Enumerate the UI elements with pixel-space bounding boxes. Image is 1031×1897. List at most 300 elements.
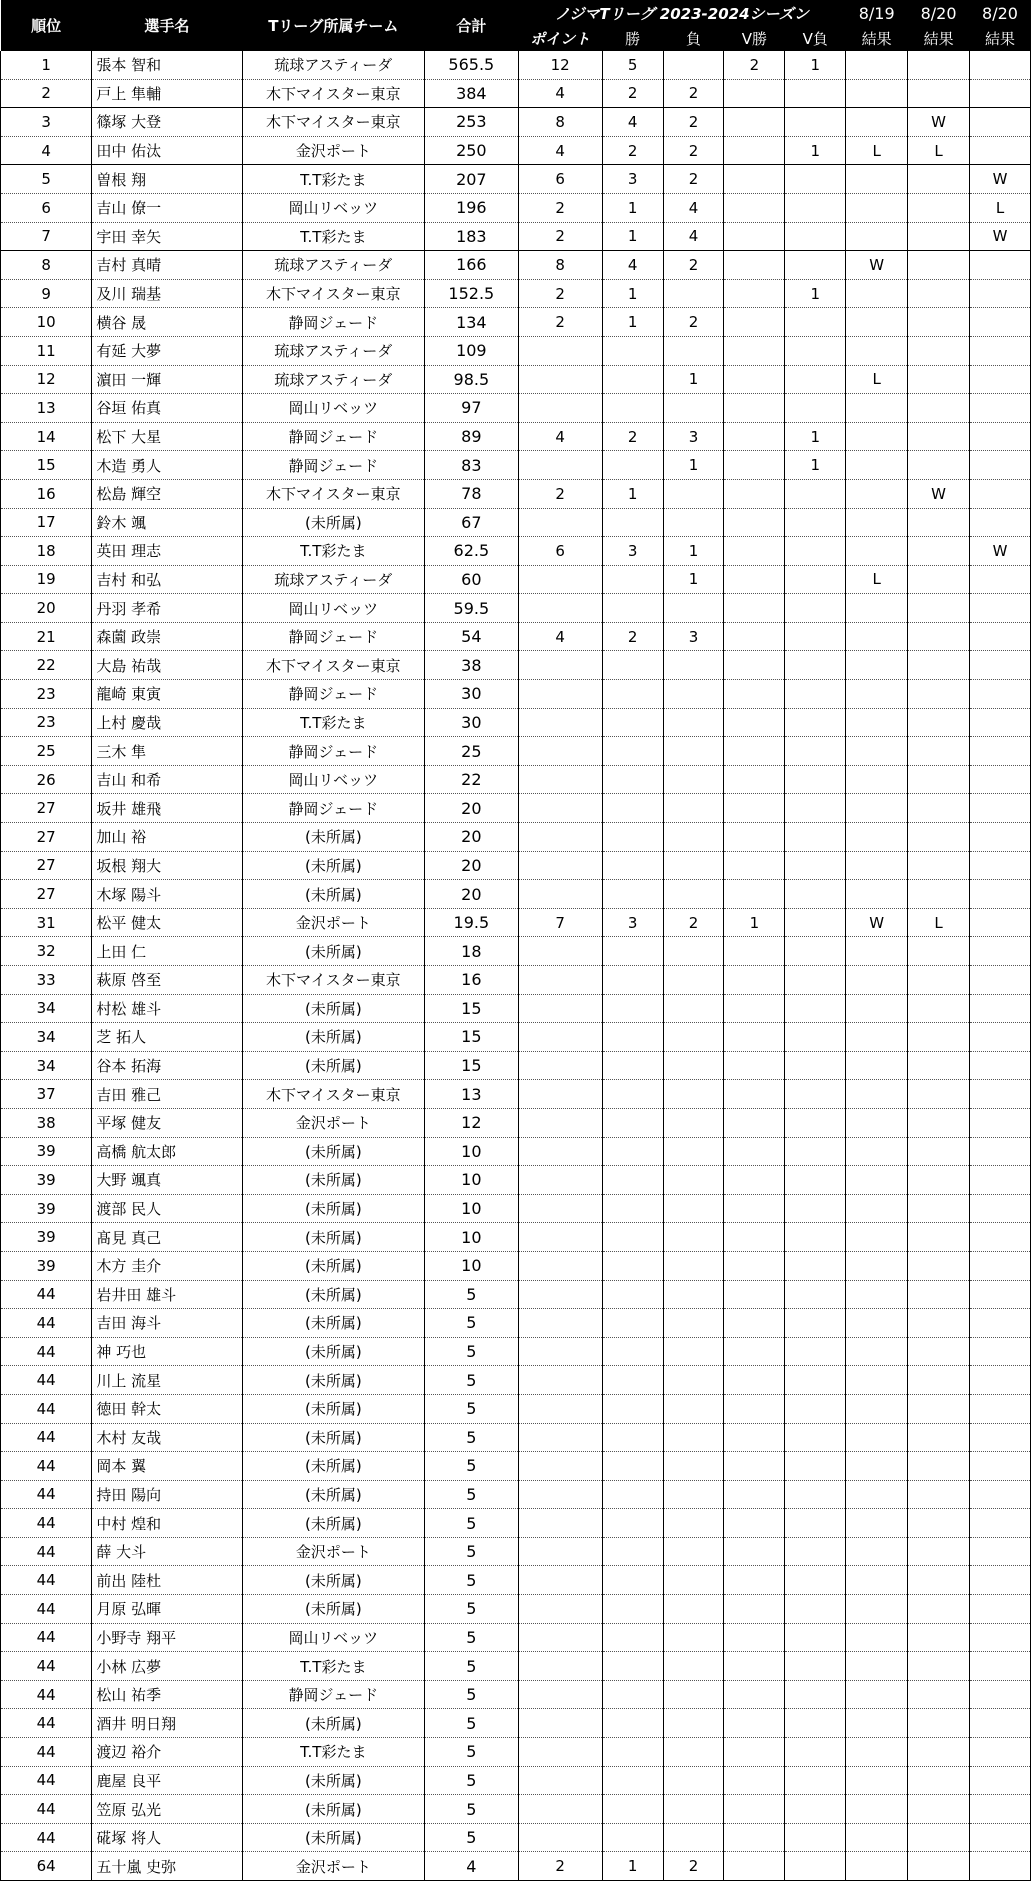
result-3-cell: [970, 1680, 1031, 1709]
v-wins-cell: [724, 851, 785, 880]
table-row: [1, 1051, 1031, 1080]
v-losses-cell: [785, 908, 846, 937]
table-row: [1, 365, 1031, 394]
table-row: [1, 1223, 1031, 1252]
team-cell: 金沢ポート: [242, 1108, 425, 1137]
result-2-cell: [908, 508, 970, 537]
result-3-cell: [970, 1738, 1031, 1767]
losses-cell: [663, 279, 724, 308]
table-row: [1, 1766, 1031, 1795]
player-name-cell: 硴塚 将人: [92, 1823, 242, 1852]
points-cell: 8: [518, 108, 602, 137]
table-row: [1, 1623, 1031, 1652]
table-row: [1, 165, 1031, 194]
result-3-cell: [970, 1137, 1031, 1166]
v-wins-cell: [724, 279, 785, 308]
table-row: [1, 765, 1031, 794]
points-cell: 2: [518, 479, 602, 508]
total-cell: 384: [425, 79, 518, 108]
losses-cell: [663, 823, 724, 852]
losses-cell: 4: [663, 193, 724, 222]
wins-cell: [602, 1423, 663, 1452]
result-2-cell: [908, 651, 970, 680]
result-2-cell: [908, 308, 970, 337]
losses-cell: 4: [663, 222, 724, 251]
v-wins-cell: [724, 1137, 785, 1166]
total-cell: 183: [425, 222, 518, 251]
v-wins-cell: [724, 1852, 785, 1881]
total-cell: 67: [425, 508, 518, 537]
losses-cell: 2: [663, 251, 724, 280]
wins-cell: [602, 1394, 663, 1423]
result-2-cell: [908, 1595, 970, 1624]
total-cell: 5: [425, 1738, 518, 1767]
total-cell: 5: [425, 1366, 518, 1395]
v-wins-cell: [724, 451, 785, 480]
total-cell: 5: [425, 1623, 518, 1652]
result-3-cell: [970, 1051, 1031, 1080]
result-2-cell: L: [908, 908, 970, 937]
result-2-cell: [908, 222, 970, 251]
result-1-cell: [846, 622, 908, 651]
points-cell: [518, 794, 602, 823]
result-1-cell: L: [846, 565, 908, 594]
v-wins-cell: [724, 794, 785, 823]
rank-cell: 2: [1, 79, 92, 108]
wins-cell: [602, 1480, 663, 1509]
points-cell: [518, 1223, 602, 1252]
v-wins-cell: [724, 108, 785, 137]
points-cell: [518, 823, 602, 852]
losses-cell: [663, 336, 724, 365]
team-cell: (未所属): [242, 1595, 425, 1624]
result-3-cell: [970, 365, 1031, 394]
result-1-cell: [846, 1680, 908, 1709]
v-wins-cell: [724, 651, 785, 680]
result-2-cell: [908, 1823, 970, 1852]
total-cell: 5: [425, 1652, 518, 1681]
rank-cell: 44: [1, 1623, 92, 1652]
table-row: [1, 1566, 1031, 1595]
rank-cell: 39: [1, 1137, 92, 1166]
result-2-cell: [908, 1795, 970, 1824]
player-name-cell: 鈴木 颯: [92, 508, 242, 537]
team-cell: (未所属): [242, 1309, 425, 1338]
result-3-cell: [970, 1280, 1031, 1309]
points-cell: [518, 1423, 602, 1452]
rank-cell: 26: [1, 765, 92, 794]
total-cell: 10: [425, 1137, 518, 1166]
losses-cell: 3: [663, 422, 724, 451]
result-1-cell: [846, 394, 908, 423]
v-wins-cell: [724, 165, 785, 194]
table-row: [1, 279, 1031, 308]
team-cell: (未所属): [242, 1566, 425, 1595]
result-1-cell: [846, 165, 908, 194]
result-2-cell: [908, 365, 970, 394]
v-losses-cell: [785, 1795, 846, 1824]
player-name-cell: 丹羽 孝希: [92, 594, 242, 623]
rank-cell: 3: [1, 108, 92, 137]
points-cell: 6: [518, 165, 602, 194]
points-cell: [518, 1537, 602, 1566]
total-cell: 5: [425, 1423, 518, 1452]
wins-cell: [602, 1623, 663, 1652]
result-3-cell: [970, 1194, 1031, 1223]
losses-cell: [663, 1337, 724, 1366]
points-cell: [518, 1480, 602, 1509]
header-v-losses: V負: [785, 26, 846, 51]
v-wins-cell: [724, 251, 785, 280]
v-losses-cell: [785, 1709, 846, 1738]
rank-cell: 34: [1, 1051, 92, 1080]
player-name-cell: 萩原 啓至: [92, 966, 242, 995]
points-cell: [518, 1623, 602, 1652]
losses-cell: [663, 1738, 724, 1767]
header-losses: 負: [663, 26, 724, 51]
points-cell: [518, 937, 602, 966]
points-cell: [518, 594, 602, 623]
points-cell: [518, 1595, 602, 1624]
player-name-cell: 上村 慶哉: [92, 708, 242, 737]
v-losses-cell: [785, 994, 846, 1023]
total-cell: 18: [425, 937, 518, 966]
table-header: [1, 0, 1031, 51]
team-cell: T.T彩たま: [242, 165, 425, 194]
result-3-cell: [970, 451, 1031, 480]
points-cell: [518, 1394, 602, 1423]
team-cell: T.T彩たま: [242, 1738, 425, 1767]
player-name-cell: 徳田 幹太: [92, 1394, 242, 1423]
rank-cell: 44: [1, 1394, 92, 1423]
v-losses-cell: [785, 1280, 846, 1309]
rank-cell: 20: [1, 594, 92, 623]
player-name-cell: 前出 陸杜: [92, 1566, 242, 1595]
points-cell: [518, 765, 602, 794]
team-cell: 静岡ジェード: [242, 1680, 425, 1709]
result-2-cell: [908, 1280, 970, 1309]
v-losses-cell: [785, 336, 846, 365]
wins-cell: 2: [602, 136, 663, 165]
v-losses-cell: [785, 365, 846, 394]
rank-cell: 11: [1, 336, 92, 365]
result-2-cell: [908, 1137, 970, 1166]
team-cell: T.T彩たま: [242, 222, 425, 251]
rank-cell: 21: [1, 622, 92, 651]
wins-cell: [602, 651, 663, 680]
total-cell: 20: [425, 851, 518, 880]
result-3-cell: [970, 1852, 1031, 1881]
result-3-cell: [970, 1766, 1031, 1795]
wins-cell: 3: [602, 537, 663, 566]
v-wins-cell: [724, 1309, 785, 1338]
total-cell: 20: [425, 794, 518, 823]
result-1-cell: [846, 1452, 908, 1481]
player-name-cell: 持田 陽向: [92, 1480, 242, 1509]
result-3-cell: [970, 1108, 1031, 1137]
rank-cell: 44: [1, 1537, 92, 1566]
team-cell: 木下マイスター東京: [242, 279, 425, 308]
wins-cell: 1: [602, 479, 663, 508]
wins-cell: [602, 765, 663, 794]
table-row: [1, 1509, 1031, 1538]
player-name-cell: 芝 拓人: [92, 1023, 242, 1052]
losses-cell: [663, 1566, 724, 1595]
result-1-cell: [846, 193, 908, 222]
result-1-cell: [846, 1108, 908, 1137]
player-name-cell: 坂井 雄飛: [92, 794, 242, 823]
wins-cell: [602, 966, 663, 995]
total-cell: 59.5: [425, 594, 518, 623]
player-name-cell: 及川 瑞基: [92, 279, 242, 308]
player-name-cell: 松山 祐季: [92, 1680, 242, 1709]
table-row: [1, 1080, 1031, 1109]
result-1-cell: [846, 1537, 908, 1566]
v-losses-cell: [785, 1194, 846, 1223]
rank-cell: 44: [1, 1795, 92, 1824]
result-3-cell: [970, 708, 1031, 737]
team-cell: 静岡ジェード: [242, 622, 425, 651]
team-cell: T.T彩たま: [242, 1652, 425, 1681]
result-1-cell: L: [846, 136, 908, 165]
points-cell: 4: [518, 422, 602, 451]
result-2-cell: [908, 1423, 970, 1452]
header-date-1: 8/19: [846, 0, 908, 26]
result-2-cell: [908, 880, 970, 909]
result-1-cell: [846, 537, 908, 566]
total-cell: 5: [425, 1595, 518, 1624]
player-name-cell: 薛 大斗: [92, 1537, 242, 1566]
points-cell: [518, 1280, 602, 1309]
v-losses-cell: [785, 1223, 846, 1252]
team-cell: (未所属): [242, 1394, 425, 1423]
table-row: [1, 966, 1031, 995]
player-name-cell: 大島 祐哉: [92, 651, 242, 680]
v-losses-cell: [785, 394, 846, 423]
points-cell: [518, 1766, 602, 1795]
player-name-cell: 渡部 民人: [92, 1194, 242, 1223]
team-cell: (未所属): [242, 937, 425, 966]
result-2-cell: [908, 1480, 970, 1509]
player-name-cell: 岡本 翼: [92, 1452, 242, 1481]
result-1-cell: [846, 765, 908, 794]
wins-cell: [602, 1509, 663, 1538]
team-cell: 岡山リベッツ: [242, 394, 425, 423]
rank-cell: 44: [1, 1766, 92, 1795]
wins-cell: [602, 1566, 663, 1595]
player-name-cell: 加山 裕: [92, 823, 242, 852]
v-wins-cell: [724, 1423, 785, 1452]
rank-cell: 32: [1, 937, 92, 966]
result-2-cell: [908, 537, 970, 566]
v-losses-cell: [785, 308, 846, 337]
wins-cell: 2: [602, 422, 663, 451]
v-wins-cell: 1: [724, 908, 785, 937]
v-wins-cell: [724, 1680, 785, 1709]
points-cell: [518, 565, 602, 594]
player-name-cell: 酒井 明日翔: [92, 1709, 242, 1738]
total-cell: 5: [425, 1280, 518, 1309]
player-name-cell: 松平 健太: [92, 908, 242, 937]
result-2-cell: [908, 451, 970, 480]
team-cell: 岡山リベッツ: [242, 1623, 425, 1652]
table-row: [1, 1366, 1031, 1395]
result-3-cell: [970, 1394, 1031, 1423]
result-3-cell: [970, 1452, 1031, 1481]
team-cell: 木下マイスター東京: [242, 108, 425, 137]
result-3-cell: [970, 1080, 1031, 1109]
player-name-cell: 横谷 晟: [92, 308, 242, 337]
player-name-cell: 岩井田 雄斗: [92, 1280, 242, 1309]
v-wins-cell: [724, 1509, 785, 1538]
losses-cell: [663, 1194, 724, 1223]
result-1-cell: [846, 1080, 908, 1109]
result-3-cell: [970, 51, 1031, 79]
rank-cell: 44: [1, 1680, 92, 1709]
player-name-cell: 髙見 真己: [92, 1223, 242, 1252]
table-row: [1, 1280, 1031, 1309]
wins-cell: [602, 1080, 663, 1109]
team-cell: T.T彩たま: [242, 708, 425, 737]
v-wins-cell: [724, 966, 785, 995]
team-cell: (未所属): [242, 880, 425, 909]
v-losses-cell: [785, 1394, 846, 1423]
result-3-cell: [970, 994, 1031, 1023]
team-cell: (未所属): [242, 1137, 425, 1166]
result-1-cell: [846, 1280, 908, 1309]
table-row: [1, 1137, 1031, 1166]
v-wins-cell: [724, 1366, 785, 1395]
result-3-cell: [970, 737, 1031, 766]
losses-cell: [663, 1480, 724, 1509]
wins-cell: [602, 336, 663, 365]
result-1-cell: [846, 51, 908, 79]
table-row: [1, 880, 1031, 909]
total-cell: 5: [425, 1480, 518, 1509]
player-name-cell: 吉山 和希: [92, 765, 242, 794]
total-cell: 10: [425, 1223, 518, 1252]
points-cell: [518, 1738, 602, 1767]
table-row: [1, 336, 1031, 365]
v-losses-cell: [785, 79, 846, 108]
result-2-cell: [908, 1223, 970, 1252]
table-row: [1, 1795, 1031, 1824]
rank-cell: 10: [1, 308, 92, 337]
result-2-cell: [908, 1251, 970, 1280]
rank-cell: 16: [1, 479, 92, 508]
v-wins-cell: [724, 565, 785, 594]
rank-cell: 44: [1, 1366, 92, 1395]
result-2-cell: [908, 1709, 970, 1738]
result-3-cell: [970, 394, 1031, 423]
table-row: [1, 193, 1031, 222]
player-name-cell: 木塚 陽斗: [92, 880, 242, 909]
v-wins-cell: [724, 422, 785, 451]
team-cell: 琉球アスティーダ: [242, 365, 425, 394]
v-wins-cell: [724, 1766, 785, 1795]
wins-cell: [602, 680, 663, 709]
points-cell: [518, 1080, 602, 1109]
rank-cell: 17: [1, 508, 92, 537]
points-cell: 4: [518, 136, 602, 165]
wins-cell: 4: [602, 108, 663, 137]
player-name-cell: 吉村 真晴: [92, 251, 242, 280]
wins-cell: [602, 1194, 663, 1223]
result-1-cell: [846, 1852, 908, 1881]
table-row: [1, 1452, 1031, 1481]
total-cell: 196: [425, 193, 518, 222]
losses-cell: [663, 1766, 724, 1795]
result-3-cell: [970, 594, 1031, 623]
total-cell: 250: [425, 136, 518, 165]
result-3-cell: [970, 136, 1031, 165]
rank-cell: 27: [1, 823, 92, 852]
rank-cell: 25: [1, 737, 92, 766]
points-cell: [518, 1337, 602, 1366]
result-1-cell: [846, 680, 908, 709]
table-row: [1, 508, 1031, 537]
points-cell: 7: [518, 908, 602, 937]
result-2-cell: [908, 422, 970, 451]
player-name-cell: 宇田 幸矢: [92, 222, 242, 251]
result-1-cell: [846, 1509, 908, 1538]
result-3-cell: W: [970, 537, 1031, 566]
team-cell: (未所属): [242, 851, 425, 880]
result-3-cell: [970, 622, 1031, 651]
wins-cell: [602, 1795, 663, 1824]
table-row: [1, 1680, 1031, 1709]
wins-cell: [602, 1452, 663, 1481]
player-name-cell: 森薗 政崇: [92, 622, 242, 651]
v-wins-cell: [724, 1537, 785, 1566]
wins-cell: 1: [602, 1852, 663, 1881]
wins-cell: [602, 1537, 663, 1566]
losses-cell: [663, 1309, 724, 1338]
result-3-cell: [970, 422, 1031, 451]
team-cell: (未所属): [242, 1452, 425, 1481]
points-cell: [518, 851, 602, 880]
v-losses-cell: [785, 165, 846, 194]
table-row: [1, 451, 1031, 480]
losses-cell: [663, 937, 724, 966]
result-3-cell: [970, 1251, 1031, 1280]
team-cell: 岡山リベッツ: [242, 594, 425, 623]
v-wins-cell: [724, 937, 785, 966]
player-name-cell: 五十嵐 史弥: [92, 1852, 242, 1881]
result-3-cell: [970, 1537, 1031, 1566]
result-2-cell: [908, 1394, 970, 1423]
result-1-cell: [846, 1394, 908, 1423]
v-wins-cell: [724, 193, 785, 222]
v-losses-cell: [785, 966, 846, 995]
v-wins-cell: [724, 1823, 785, 1852]
v-wins-cell: [724, 479, 785, 508]
team-cell: 静岡ジェード: [242, 308, 425, 337]
wins-cell: [602, 1280, 663, 1309]
v-wins-cell: [724, 680, 785, 709]
result-1-cell: [846, 1623, 908, 1652]
table-row: [1, 1251, 1031, 1280]
player-name-cell: 上田 仁: [92, 937, 242, 966]
v-losses-cell: [785, 508, 846, 537]
result-3-cell: [970, 1709, 1031, 1738]
v-losses-cell: [785, 1337, 846, 1366]
player-name-cell: 篠塚 大登: [92, 108, 242, 137]
rank-cell: 7: [1, 222, 92, 251]
v-wins-cell: [724, 1280, 785, 1309]
result-1-cell: [846, 1823, 908, 1852]
losses-cell: 2: [663, 136, 724, 165]
